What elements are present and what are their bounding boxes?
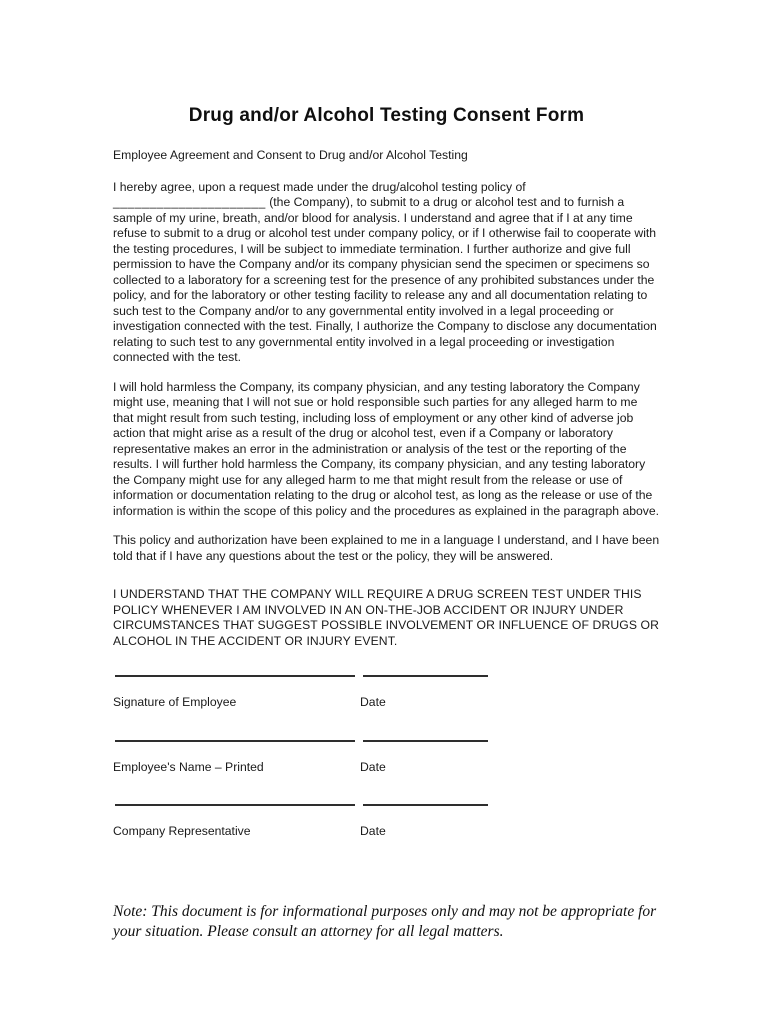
- signature-block-lines: [113, 803, 660, 806]
- employee-signature-date-line[interactable]: [363, 674, 488, 677]
- paragraph-consent-pre: I hereby agree, upon a request made under the drug/alcohol testing policy of: [113, 179, 526, 194]
- employee-signature-date-label: Date: [360, 695, 386, 709]
- paragraph-consent-post: (the Company), to submit to a drug or alcohol test and to furnish a sample of my urine, breath, and/or blood for analysis. I understand and agree that if I at any time refuse to submit to a drug or alcohol test under company policy, or if I otherwise fail to cooperate with the testing procedures, I will be subject to immediate termination. I further authorize and give full permission to have the Company and/or its company physician send the specimen or specimens so collected to a laboratory for a screening test for the presence of any prohibited substances under the policy, and for the laboratory or other testing facility to release any and all documentation relating to such test to the Company and/or to any governmental entity involved in a legal proceeding or investigation connected with the test. Finally, I authorize the Company to disclose any documentation relating to such test to any governmental entity involved in a legal proceeding or investigation connected with the test.: [113, 195, 657, 364]
- signature-block-labels: [113, 695, 660, 711]
- document-title: Drug and/or Alcohol Testing Consent Form: [188, 105, 585, 126]
- company-representative-line[interactable]: [115, 803, 355, 806]
- signature-block-lines: [113, 739, 660, 742]
- footer-note: Note: This document is for informational purposes only and may not be appropriate for your situation. Please consult an attorney for all legal matters.: [113, 902, 657, 940]
- employee-name-date-label: Date: [360, 759, 386, 774]
- signature-block-employee-name: [113, 739, 660, 776]
- company-representative-date-line[interactable]: [363, 803, 488, 806]
- document-content: [113, 104, 660, 957]
- paragraph-accident-notice: I UNDERSTAND THAT THE COMPANY WILL REQUIRE A DRUG SCREEN TEST UNDER THIS POLICY WHENEVER I AM INVOLVED IN AN ON-THE-JOB ACCIDENT OR INJURY UNDER CIRCUMSTANCES THAT SUGGEST POSSIBLE INVOLVEMENT OR INFLUENCE OF DRUGS OR ALCOHOL IN THE ACCIDENT OR INJURY EVENT.: [113, 587, 660, 648]
- paragraph-consent: [113, 180, 660, 366]
- company-representative-date-label: Date: [360, 824, 386, 838]
- signature-block-company-representative: [113, 803, 660, 840]
- employee-signature-line[interactable]: [115, 674, 355, 677]
- company-name-blank[interactable]: _____________________: [113, 195, 266, 209]
- paragraph-policy-explained: This policy and authorization have been explained to me in a language I understand, and I have been told that if I have any questions about the test or the policy, they will be answered.: [113, 533, 660, 563]
- employee-name-date-line[interactable]: [363, 739, 488, 742]
- signature-block-employee-signature: [113, 674, 660, 711]
- employee-name-line[interactable]: [115, 739, 355, 742]
- paragraph-hold-harmless: I will hold harmless the Company, its company physician, and any testing laboratory the Company might use, meaning that I will not sue or hold responsible such parties for any alleged harm to me that might result from such testing, including loss of employment or any other kind of adverse job action that might arise as a result of the drug or alcohol test, even if a Company or laboratory representative makes an error in the administration or analysis of the test or the reporting of the results. I will further hold harmless the Company, its company physician, and any testing laboratory the Company might use for any alleged harm to me that might result from the release or use of information or documentation relating to the drug or alcohol test, as long as the release or use of the information is within the scope of this policy and the procedures as explained in the paragraph above.: [113, 379, 660, 518]
- employee-signature-label: Signature of Employee: [113, 695, 237, 709]
- company-representative-label: Company Representative: [113, 824, 251, 838]
- subtitle: Employee Agreement and Consent to Drug and/or Alcohol Testing: [113, 148, 468, 162]
- signature-block-labels: [113, 760, 660, 776]
- signature-block-labels: [113, 824, 660, 840]
- employee-name-label: Employee's Name – Printed: [113, 759, 264, 774]
- signature-block-lines: [113, 674, 660, 677]
